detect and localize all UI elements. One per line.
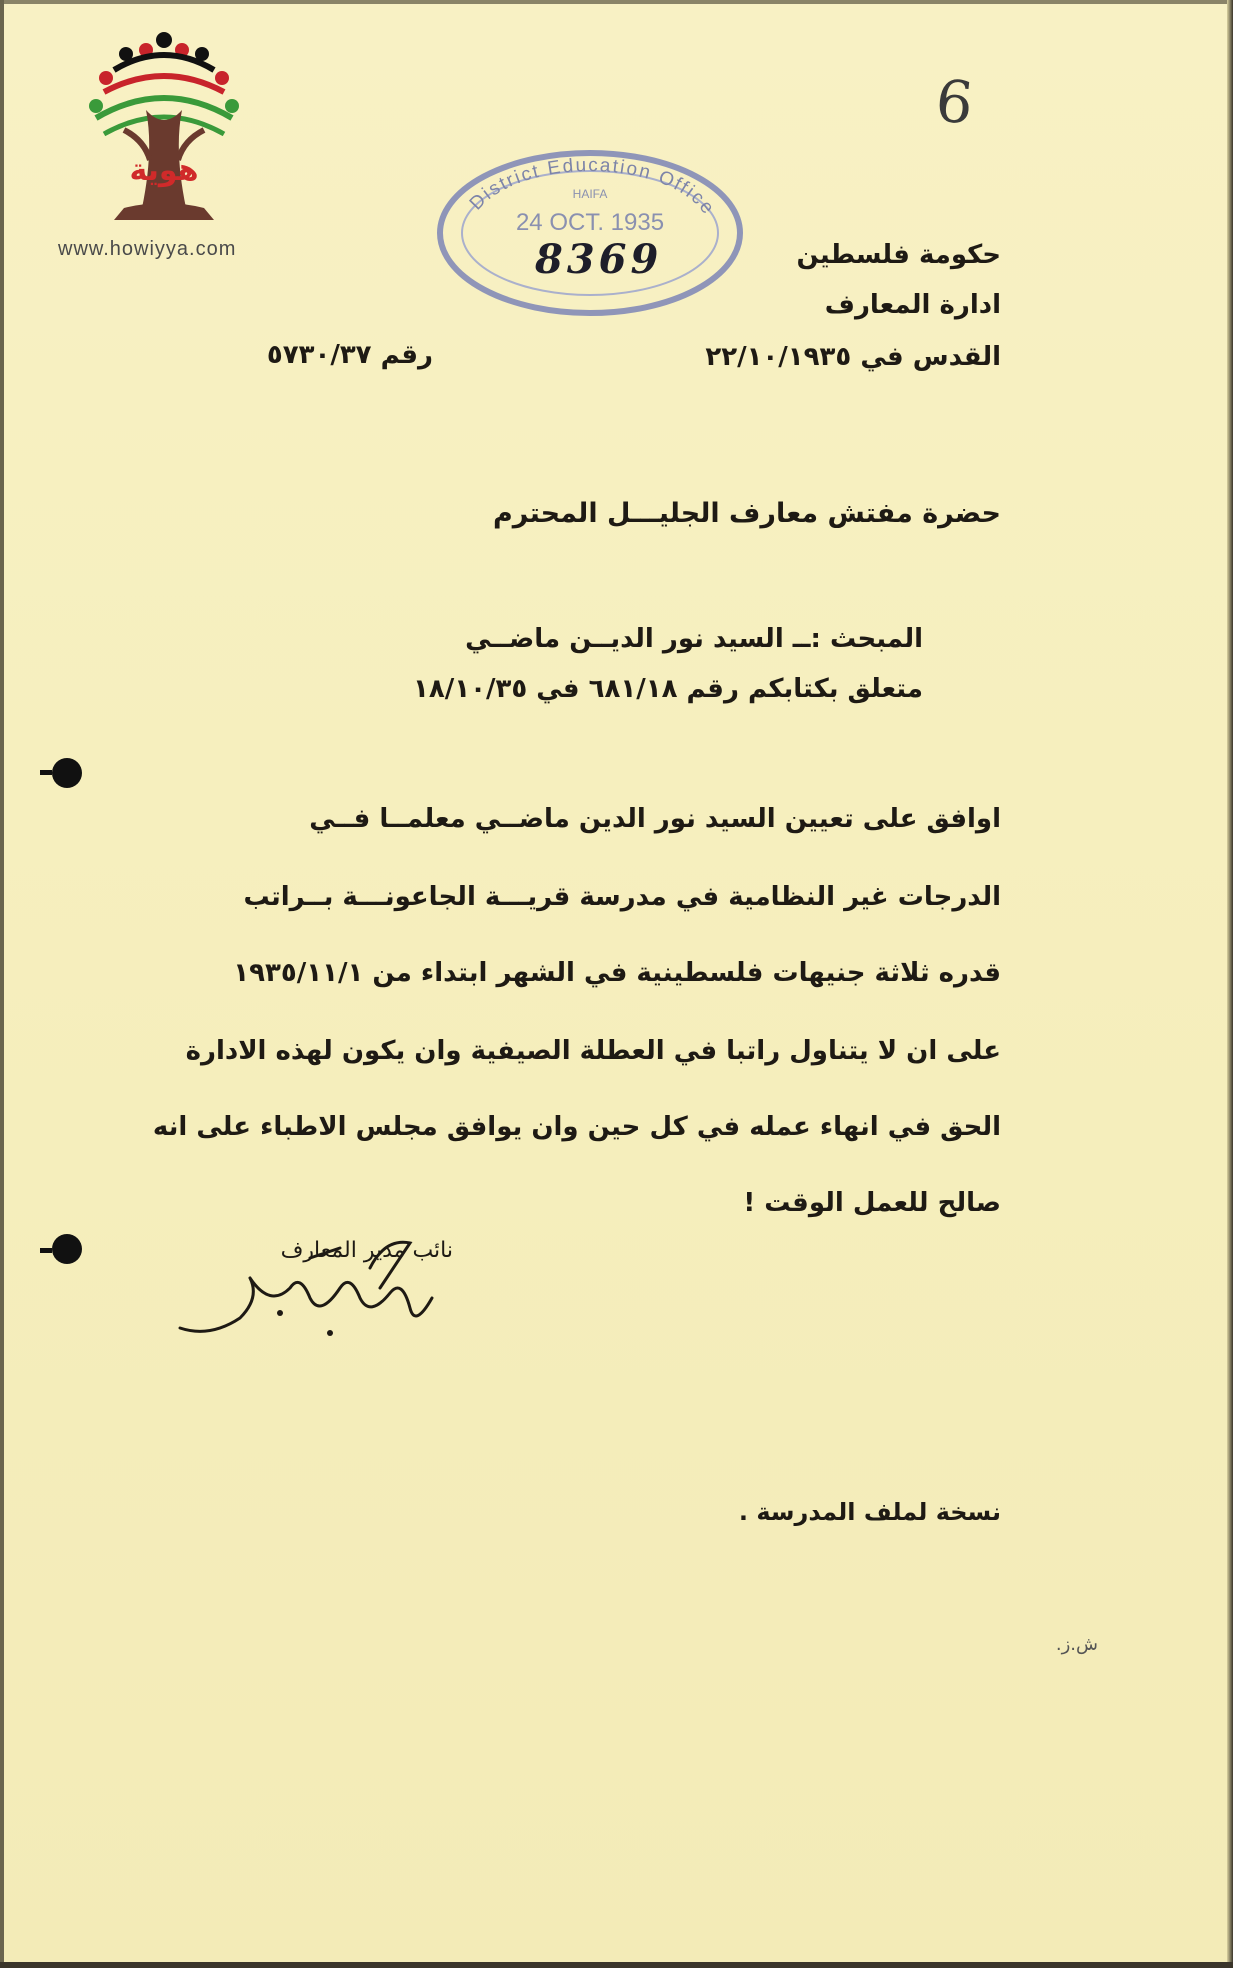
logo-word: هوية bbox=[129, 153, 199, 188]
stamp-office: District Education Office bbox=[465, 154, 720, 220]
stamp-date: 24 OCT. 1935 bbox=[515, 209, 665, 236]
header-department: ادارة المعارف bbox=[824, 290, 1001, 320]
page-edge-right bbox=[1227, 0, 1233, 1968]
page-edge-left bbox=[0, 0, 4, 1968]
subject-line: المبحث :ــ السيد نور الديــن ماضــي bbox=[465, 624, 923, 654]
hole-punch-tail bbox=[40, 1248, 52, 1253]
logo-url: www.howiyya.com bbox=[58, 238, 237, 260]
page-number: 6 bbox=[932, 66, 977, 138]
handwritten-signature bbox=[170, 1218, 470, 1348]
subject-reference: متعلق بكتابكم رقم ٦٨١/١٨ في ١٨/١٠/٣٥ bbox=[412, 674, 923, 704]
typist-initials: ش.ز. bbox=[1055, 1634, 1098, 1655]
hole-punch-mark bbox=[52, 1234, 82, 1264]
header-place-date: القدس في ٢٢/١٠/١٩٣٥ bbox=[705, 342, 1001, 372]
header-government: حكومة فلسطين bbox=[796, 240, 1001, 270]
body-line: صالح للعمل الوقت ! bbox=[743, 1188, 1001, 1218]
education-office-stamp bbox=[430, 138, 750, 328]
page-edge-top bbox=[0, 0, 1233, 4]
header-reference-number: رقم ٥٧٣٠/٣٧ bbox=[266, 340, 433, 370]
body-line: اوافق على تعيين السيد نور الدين ماضــي معلمــا فــي bbox=[309, 804, 1001, 834]
page-edge-bottom bbox=[0, 1962, 1233, 1968]
signature-title: نائب مدير المعارف bbox=[280, 1238, 453, 1263]
hole-punch-tail bbox=[40, 770, 52, 775]
howiyya-logo bbox=[84, 30, 244, 235]
hole-punch-mark bbox=[52, 758, 82, 788]
stamp-number: 8369 bbox=[535, 236, 663, 283]
copy-note: نسخة لملف المدرسة . bbox=[738, 1498, 1001, 1526]
stamp-city: HAIFA bbox=[572, 187, 608, 201]
body-line: الدرجات غير النظامية في مدرسة قريـــة الجاعونـــة بــراتب bbox=[243, 882, 1001, 912]
addressee: حضرة مفتش معارف الجليـــل المحترم bbox=[493, 498, 1001, 529]
body-line: قدره ثلاثة جنيهات فلسطينية في الشهر ابتداء من ١٩٣٥/١١/١ bbox=[233, 958, 1001, 988]
body-line: على ان لا يتناول راتبا في العطلة الصيفية وان يكون لهذه الادارة bbox=[185, 1036, 1001, 1066]
body-line: الحق في انهاء عمله في كل حين وان يوافق مجلس الاطباء على انه bbox=[152, 1112, 1001, 1142]
